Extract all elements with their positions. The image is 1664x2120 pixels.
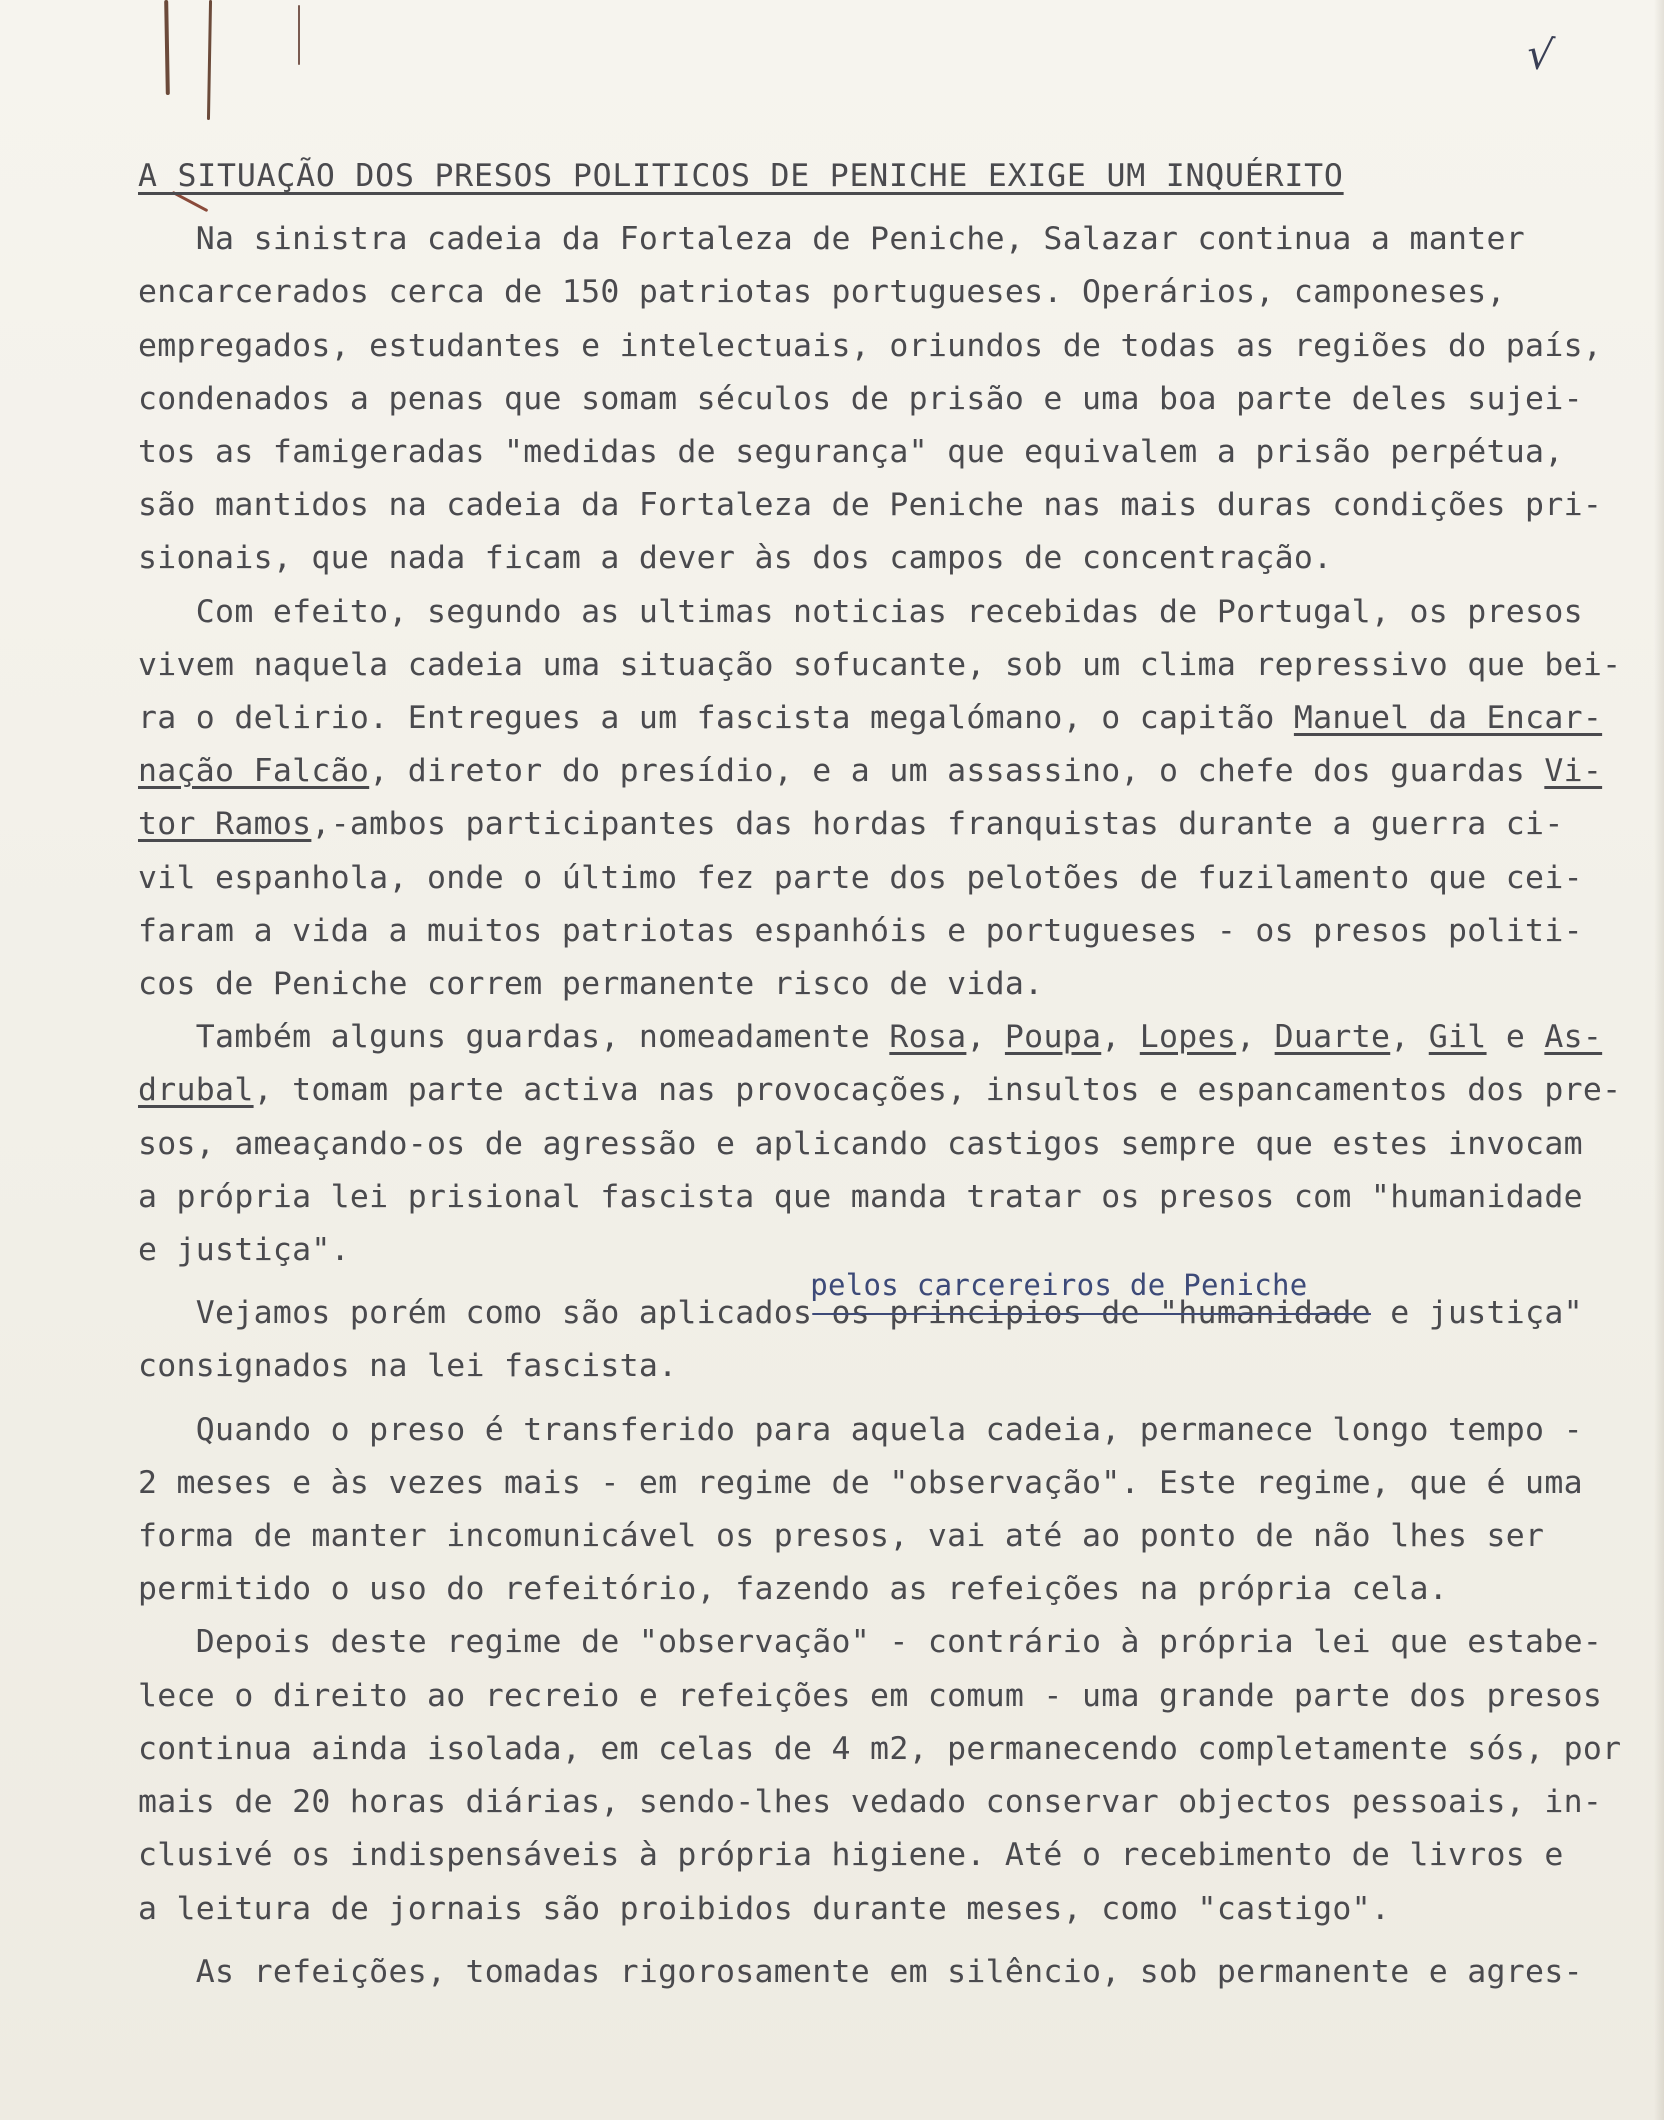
struck-text: os principios de "humanidade [812, 1295, 1371, 1332]
text-line [138, 745, 1638, 798]
text-line [138, 1064, 1638, 1117]
document-title: A SITUAÇÃO DOS PRESOS POLITICOS DE PENICHE EXIGE UM INQUÉRITO [138, 158, 1344, 194]
underlined-name: Duarte [1274, 1019, 1391, 1056]
text-line [138, 692, 1638, 745]
text-segment: Também alguns guardas, nomeadamente [138, 1019, 890, 1056]
text-line: cos de Peniche correm permanente risco de vida. [138, 966, 1044, 1003]
text-line: forma de manter incomunicável os presos, vai até ao ponto de não lhes ser [138, 1518, 1545, 1555]
paragraph-5 [138, 1404, 1638, 1617]
paragraph-1 [138, 213, 1638, 585]
page-edge-shadow [1654, 0, 1664, 2120]
handwritten-insertion [810, 1268, 1371, 1340]
text-segment: ,-ambos participantes das hordas franquistas durante a guerra ci- [311, 806, 1564, 843]
text-line: faram a vida a muitos patriotas espanhóis e portugueses - os presos politi- [138, 912, 1583, 949]
paragraph-7 [138, 1946, 1638, 1999]
text-segment: , tomam parte activa nas provocações, insultos e espancamentos dos pre- [253, 1072, 1622, 1109]
underlined-name: Vi- [1544, 753, 1603, 790]
text-line [138, 1011, 1638, 1064]
text-line: sionais, que nada ficam a dever às dos campos de concentração. [138, 540, 1333, 577]
text-line: a própria lei prisional fascista que manda tratar os presos com "humanidade [138, 1178, 1583, 1215]
text-line: mais de 20 horas diárias, sendo-lhes vedado conservar objectos pessoais, in- [138, 1784, 1603, 1821]
text-segment: Vejamos porém como são aplicados [138, 1295, 813, 1332]
text-line: sos, ameaçando-os de agressão e aplicando castigos sempre que estes invocam [138, 1125, 1583, 1162]
text-line: lece o direito ao recreio e refeições em comum - uma grande parte dos presos [138, 1677, 1603, 1714]
paragraph-6 [138, 1616, 1638, 1935]
underlined-name: Lopes [1139, 1019, 1237, 1056]
text-line: permitido o uso do refeitório, fazendo as refeições na própria cela. [138, 1571, 1448, 1608]
text-segment: , [1236, 1019, 1275, 1056]
text-segment: e justiça" [1370, 1295, 1583, 1332]
margin-mark-line-1 [164, 0, 170, 95]
text-line: tos as famigeradas "medidas de segurança" que equivalem a prisão perpétua, [138, 434, 1564, 471]
text-line: condenados a penas que somam séculos de prisão e uma boa parte deles sujei- [138, 380, 1583, 417]
margin-mark-line-4 [298, 5, 300, 65]
paragraph-2 [138, 586, 1638, 1012]
text-line: a leitura de jornais são proibidos durante meses, como "castigo". [138, 1890, 1391, 1927]
underlined-name: Poupa [1004, 1019, 1102, 1056]
underlined-name: drubal [138, 1072, 254, 1109]
text-line [138, 798, 1638, 851]
text-line: empregados, estudantes e intelectuais, oriundos de todas as regiões do país, [138, 327, 1603, 364]
margin-mark-line-2 [207, 0, 212, 120]
text-line: vivem naquela cadeia uma situação sofucante, sob um clima repressivo que bei- [138, 646, 1622, 683]
underlined-name: As- [1544, 1019, 1603, 1056]
inserted-text: pelos carcereiros de Peniche [810, 1268, 1308, 1303]
text-line: são mantidos na cadeia da Fortaleza de Peniche nas mais duras condições pri- [138, 487, 1603, 524]
text-line: e justiça". [138, 1232, 350, 1269]
underlined-name: Manuel da Encar- [1293, 700, 1603, 737]
text-line: encarcerados cerca de 150 patriotas portugueses. Operários, camponeses, [138, 274, 1506, 311]
text-line: continua ainda isolada, em celas de 4 m2, permanecendo completamente sós, por [138, 1730, 1622, 1767]
document-body [138, 150, 1638, 1999]
text-line: 2 meses e às vezes mais - em regime de "observação". Este regime, que é uma [138, 1464, 1583, 1501]
text-segment: e [1486, 1019, 1545, 1056]
text-line: Com efeito, segundo as ultimas noticias recebidas de Portugal, os presos [138, 593, 1583, 630]
text-segment: ra o delirio. Entregues a um fascista megalómano, o capitão [138, 700, 1294, 737]
text-segment: , [966, 1019, 1005, 1056]
underlined-name: Gil [1428, 1019, 1487, 1056]
text-line: clusivé os indispensáveis à própria higiene. Até o recebimento de livros e [138, 1837, 1564, 1874]
paragraph-3 [138, 1011, 1638, 1277]
text-line: As refeições, tomadas rigorosamente em silêncio, sob permanente e agres- [138, 1953, 1583, 1990]
underlined-name: Rosa [889, 1019, 967, 1056]
text-segment: , [1101, 1019, 1140, 1056]
text-line: Quando o preso é transferido para aquela cadeia, permanece longo tempo - [138, 1411, 1583, 1448]
text-line: consignados na lei fascista. [138, 1348, 678, 1385]
underlined-name: tor Ramos [138, 806, 312, 843]
text-line [138, 1268, 1638, 1340]
text-segment: , diretor do presídio, e a um assassino, o chefe dos guardas [369, 753, 1545, 790]
text-line: Na sinistra cadeia da Fortaleza de Peniche, Salazar continua a manter [138, 221, 1526, 258]
check-mark-icon: √ [1524, 28, 1557, 81]
underlined-name: nação Falcão [138, 753, 370, 790]
paragraph-4 [138, 1268, 1638, 1393]
text-line: vil espanhola, onde o último fez parte dos pelotões de fuzilamento que cei- [138, 859, 1583, 896]
text-segment: , [1390, 1019, 1429, 1056]
text-line: Depois deste regime de "observação" - contrário à própria lei que estabe- [138, 1624, 1603, 1661]
